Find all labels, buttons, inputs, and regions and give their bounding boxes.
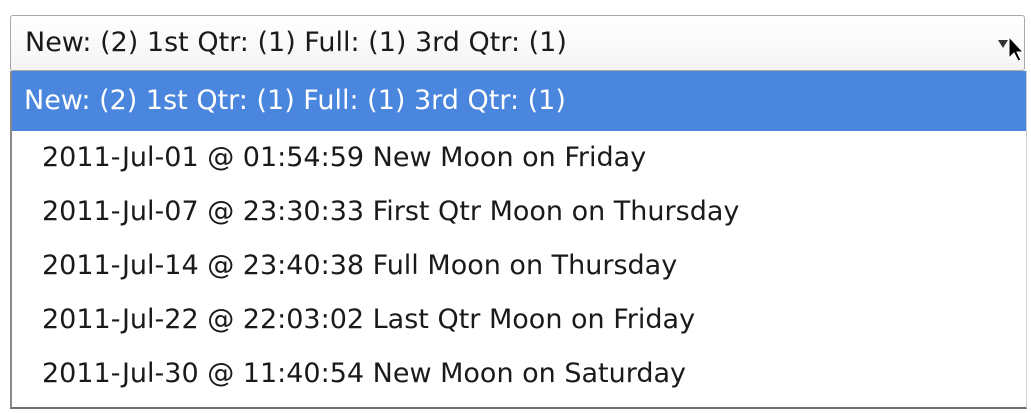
dropdown-options-list: [10, 71, 1027, 409]
moon-phase-select[interactable]: [10, 15, 1025, 71]
mouse-pointer-icon: [1008, 36, 1024, 62]
option-jul-14-full-moon[interactable]: 2011-Jul-14 @ 23:40:38 Full Moon on Thursday: [42, 250, 678, 281]
option-jul-07-first-qtr-moon[interactable]: 2011-Jul-07 @ 23:30:33 First Qtr Moon on Thursday: [42, 196, 740, 227]
select-current-value: New: (2) 1st Qtr: (1) Full: (1) 3rd Qtr: (1): [25, 27, 567, 58]
option-jul-01-new-moon[interactable]: 2011-Jul-01 @ 01:54:59 New Moon on Friday: [42, 142, 647, 173]
option-jul-30-new-moon[interactable]: 2011-Jul-30 @ 11:40:54 New Moon on Saturday: [42, 358, 687, 389]
option-summary[interactable]: New: (2) 1st Qtr: (1) Full: (1) 3rd Qtr: (1): [12, 71, 1026, 131]
option-jul-22-last-qtr-moon[interactable]: 2011-Jul-22 @ 22:03:02 Last Qtr Moon on Friday: [42, 304, 696, 335]
